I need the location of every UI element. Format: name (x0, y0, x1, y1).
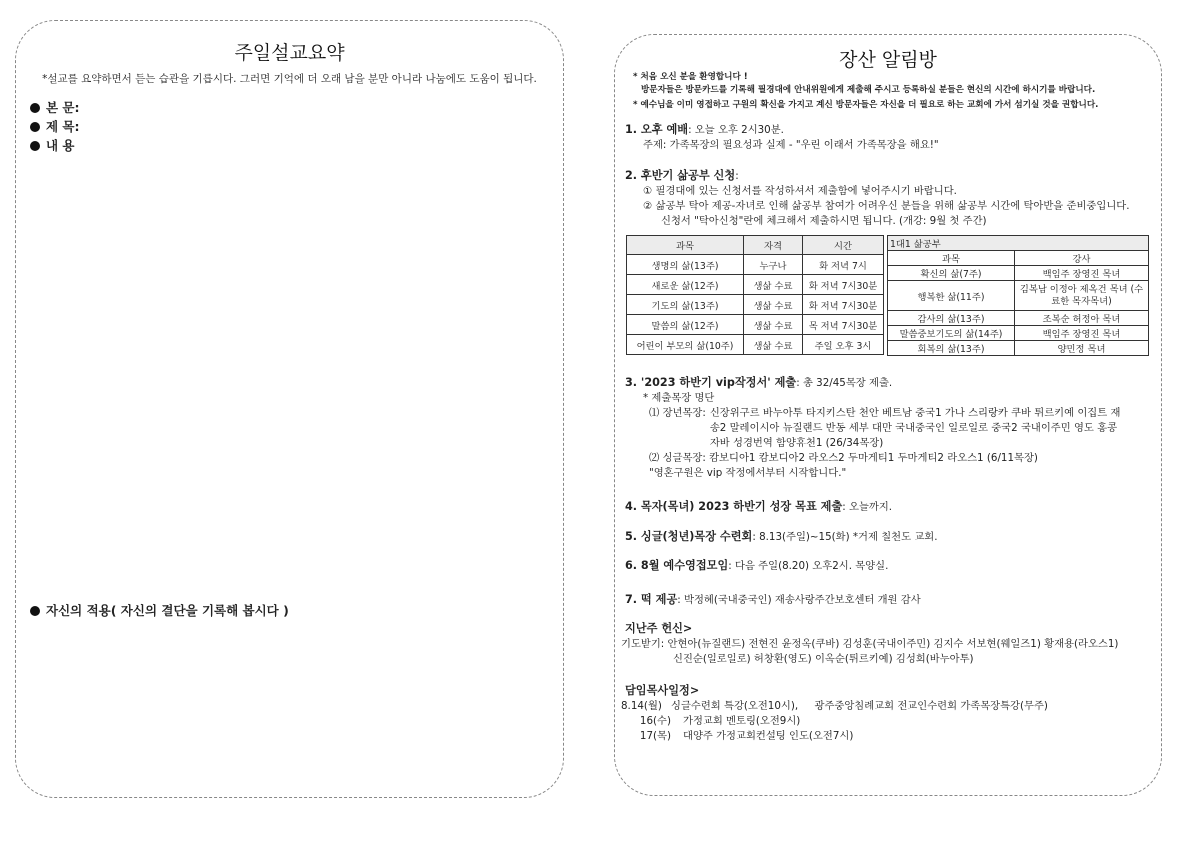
section-3-quote: "영혼구원은 vip 작정에서부터 시작합니다." (649, 467, 847, 479)
offering-line1: 기도받기: 안현아(뉴질랜드) 전현진 윤정옥(쿠바) 김성훈(국내이주민) 김지수 서보현(웨일즈1) 황재용(라오스1) (621, 638, 1119, 650)
field-content-label: 내 용 (46, 138, 75, 153)
table1-cell: 새로운 삶(12주) (627, 275, 744, 295)
table1-cell: 주일 오후 3시 (803, 335, 884, 355)
table1-cell: 기도의 삶(13주) (627, 295, 744, 315)
schedule-date: 16(수) (639, 715, 671, 727)
field-content (30, 136, 75, 154)
table1-cell: 말씀의 삶(12주) (627, 315, 744, 335)
table1-cell: 생삶 수료 (744, 275, 803, 295)
schedule-date: 8.14(월) (621, 700, 662, 712)
section-vip (625, 375, 1153, 481)
table2-cell: 회복의 삶(13주) (888, 341, 1015, 356)
table2-cell: 양민정 목녀 (1015, 341, 1149, 356)
table1-cell: 생삶 수료 (744, 295, 803, 315)
table1-cell: 화 저녁 7시30분 (803, 295, 884, 315)
schedule-row (621, 699, 1153, 714)
bullet-icon (30, 606, 40, 616)
section-5-text: : 8.13(주일)~15(화) *거제 칠천도 교회. (752, 531, 938, 543)
section-3-sub: * 제출목장 명단 (643, 392, 715, 404)
table1-cell: 화 저녁 7시30분 (803, 275, 884, 295)
section-6-text: : 다음 주일(8.20) 오후2시. 목양실. (728, 560, 889, 572)
section-single-retreat (625, 529, 1153, 545)
schedule-date: 17(목) (639, 730, 671, 742)
field-title (30, 117, 80, 135)
one-on-one-table (887, 235, 1149, 356)
bullet-icon (30, 141, 40, 151)
offering-heading: 지난주 헌신> (625, 622, 693, 635)
table1-header: 시간 (803, 236, 884, 255)
section-1-heading: 1. 오후 예배 (625, 123, 689, 136)
table1-header: 자격 (744, 236, 803, 255)
section-5-heading: 5. 싱글(청년)목장 수련회 (625, 530, 753, 543)
schedule-row (625, 714, 1153, 729)
section-4-text: : 오늘까지. (842, 501, 893, 513)
section-2-line1: ① 필경대에 있는 신청서를 작성하셔서 제출함에 넣어주시기 바랍니다. (643, 185, 957, 197)
section-welcome-meeting (625, 558, 1153, 574)
section-2-colon: : (735, 170, 739, 182)
table2-header: 강사 (1015, 251, 1149, 266)
table2-cell: 김복남 이정아 제옥건 목녀 (수료한 목자목녀) (1015, 281, 1149, 311)
table2-cell: 행복한 삶(11주) (888, 281, 1015, 311)
sermon-summary-title: 주일설교요약 (234, 42, 345, 64)
section-3-adult-label: ⑴ 장년목장: (649, 407, 706, 419)
section-3-heading: 3. '2023 하반기 vip작정서' 제출 (625, 376, 797, 389)
sermon-instruction: *설교를 요약하면서 듣는 습관을 기릅시다. 그러면 기억에 더 오래 남을 분만 아니라 나눔에도 도움이 됩니다. (42, 73, 537, 85)
notice-welcome-line2: 방문자들은 방문카드를 기록해 필경대에 안내위원에게 제출해 주시고 등록하실 분들은 현신의 시간에 하시기를 바랍니다. (641, 85, 1096, 95)
sermon-summary-panel (15, 20, 564, 798)
section-3-text: : 총 32/45목장 제출. (796, 377, 893, 389)
table1-cell: 화 저녁 7시 (803, 255, 884, 275)
table1-header: 과목 (627, 236, 744, 255)
announcements-panel (614, 34, 1162, 796)
section-afternoon-service (625, 122, 1153, 153)
field-passage-label: 본 문: (46, 100, 80, 115)
schedule-heading: 담임목사일정> (625, 684, 700, 697)
section-life-study (625, 168, 1153, 229)
bullet-icon (30, 122, 40, 132)
field-application (30, 601, 289, 619)
table1-cell: 누구나 (744, 255, 803, 275)
table1-cell: 생명의 삶(13주) (627, 255, 744, 275)
section-1-theme: 주제: 가족목장의 필요성과 실제 - "우린 이래서 가족목장을 해요!" (643, 139, 939, 151)
section-2-heading: 2. 후반기 삶공부 신청 (625, 169, 736, 182)
notice-welcome (633, 71, 1147, 97)
section-3-single (625, 451, 1153, 466)
schedule-text: 대양주 가정교회컨설팅 인도(오전7시) (683, 730, 854, 742)
notice-welcome-line1: * 처음 오신 분을 환영합니다 ! (633, 72, 748, 82)
schedule-row (625, 729, 1153, 744)
schedule-text: 싱글수련회 특강(오전10시), 광주중앙침례교회 전교인수련회 가족목장특강(무주) (671, 700, 1048, 712)
section-rice-cake (625, 592, 1153, 608)
section-growth-goal (625, 499, 1153, 515)
section-4-heading: 4. 목자(목녀) 2023 하반기 성장 목표 제출 (625, 500, 843, 513)
offering-line2: 신진순(일로일로) 허창환(영도) 이옥순(튀르키예) 김성희(바누아투) (673, 653, 974, 665)
section-3-single-label: ⑵ 싱글목장: (649, 452, 706, 464)
field-title-label: 제 목: (46, 119, 80, 134)
section-6-heading: 6. 8월 예수영접모임 (625, 559, 729, 572)
table1-cell: 생삶 수료 (744, 335, 803, 355)
section-7-heading: 7. 떡 제공 (625, 593, 678, 606)
bullet-icon (30, 103, 40, 113)
table2-cell: 조복순 허정아 목녀 (1015, 311, 1149, 326)
announcements-title: 장산 알림방 (839, 49, 937, 71)
section-1-text: : 오늘 오후 2시30분. (688, 124, 784, 136)
table2-cell: 백임주 장영진 목녀 (1015, 266, 1149, 281)
field-passage (30, 98, 80, 116)
table2-caption: 1대1 삶공부 (888, 236, 1149, 251)
section-3-adult (625, 406, 1153, 451)
section-offering (621, 621, 1153, 667)
table1-cell: 목 저녁 7시30분 (803, 315, 884, 335)
table2-cell: 확신의 삶(7주) (888, 266, 1015, 281)
table1-cell: 어린이 부모의 삶(10주) (627, 335, 744, 355)
schedule-text: 가정교회 멘토링(오전9시) (683, 715, 801, 727)
field-application-label: 자신의 적용( 자신의 결단을 기록해 봅시다 ) (46, 603, 289, 618)
table2-cell: 백임주 장영진 목녀 (1015, 326, 1149, 341)
section-3-single-text: 캄보디아1 캄보디아2 라오스2 두마게티1 두마게티2 라오스1 (6/11목장) (709, 452, 1038, 464)
life-study-table (626, 235, 884, 355)
table2-cell: 말씀중보기도의 삶(14주) (888, 326, 1015, 341)
table1-cell: 생삶 수료 (744, 315, 803, 335)
section-7-text: : 박정혜(국내중국인) 재송사랑주간보호센터 개원 감사 (677, 594, 921, 606)
section-2-line2: ② 삶공부 탁아 제공-자녀로 인해 삶공부 참여가 어려우신 분들을 위해 삶공부 시간에 탁아반을 준비중입니다. (643, 200, 1130, 212)
notice-believers: * 예수님을 이미 영접하고 구원의 확신을 가지고 계신 방문자들은 자신을 더 필요로 하는 교회에 가서 섬기실 것을 권합니다. (633, 100, 1099, 110)
section-2-line3: 신청서 "탁아신청"란에 체크해서 제출하시면 됩니다. (개강: 9월 첫 주간) (661, 215, 987, 227)
table2-header: 과목 (888, 251, 1015, 266)
section-3-adult-text: 신장위구르 바누아투 타지키스탄 천안 베트남 중국1 가나 스리랑카 쿠바 튀르키예 이집트 재송2 말레이시아 뉴질랜드 반동 세부 대만 국내중국인 일로일로 중국2 국내이주민 영도 홍콩 자바 성경번역 함양휴천1 (26/34목장) (709, 407, 1121, 449)
section-pastor-schedule (621, 683, 1153, 744)
table2-cell: 감사의 삶(13주) (888, 311, 1015, 326)
